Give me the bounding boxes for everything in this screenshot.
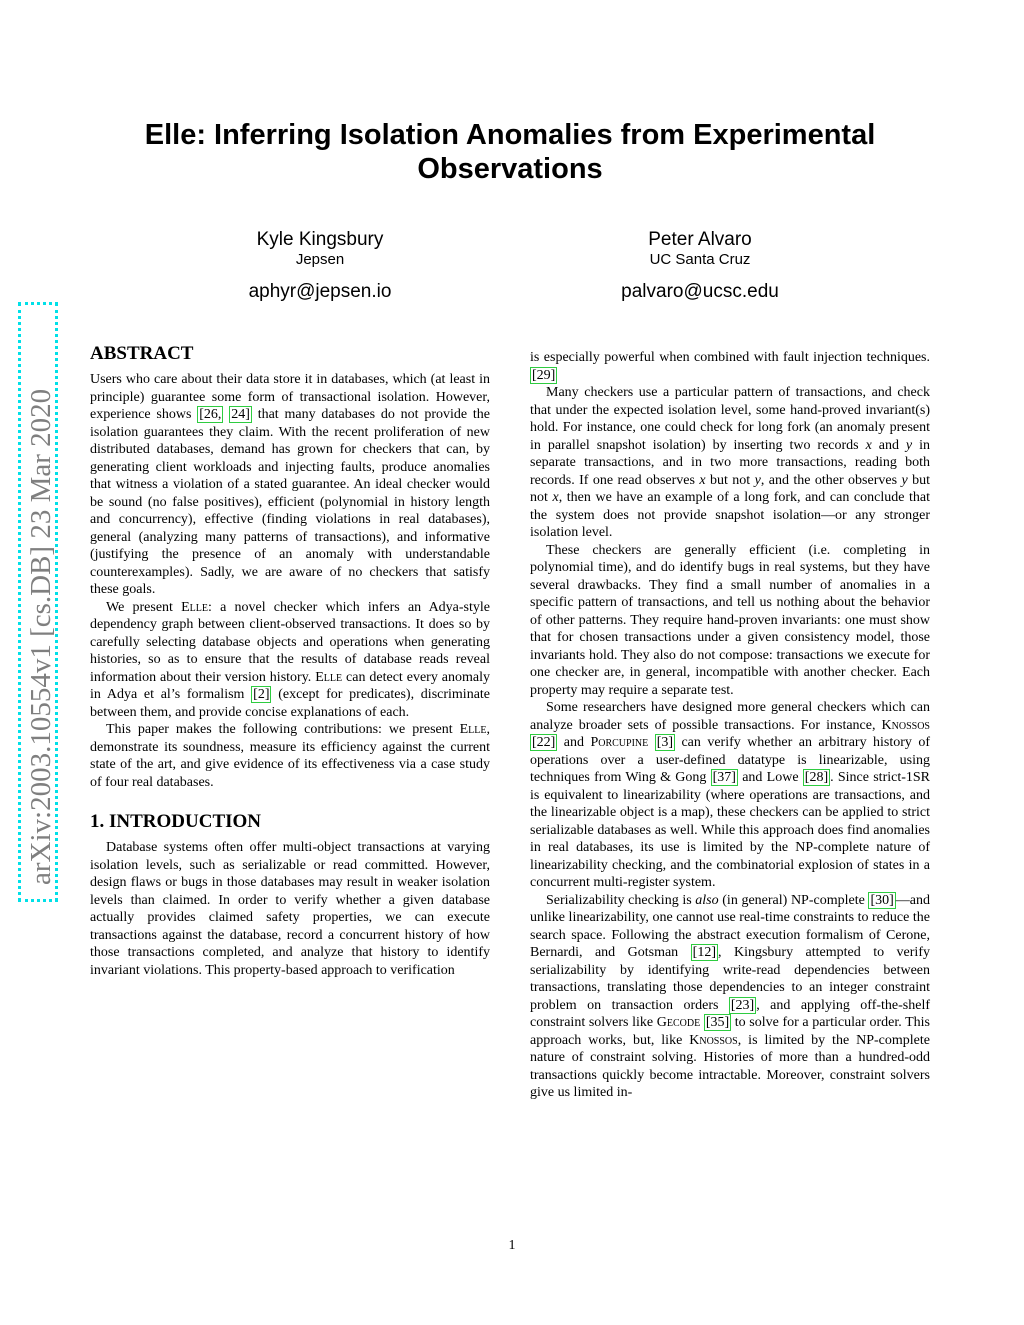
body-paragraph: Some researchers have designed more general checkers which can analyze broader sets of possible transactions. For instance, Knossos [22] and Porcupine [3] can verify whether an arbitrary history of operations over a user-defined datatype is linearizable, using techniques from Wing & Gong [37] and Lowe [28] . Since strict-1SR is equivalent to linearizability (where operations are transactions, and the linearizable object is a map), these checkers can be applied to strict serializable databases as well. While this approach does find anomalies in real databases, its use is limited by the NP-complete nature of linearizability checking, and the combinatorial explosion of states in a concurrent multi-register system. [530,700,931,890]
citation-link[interactable]: [22] [532,735,556,750]
author-block [580,229,820,303]
left-column [90,343,490,979]
citation-link[interactable]: 24] [231,407,250,422]
body-paragraph: Many checkers use a particular pattern of transactions, and check that under the expected isolation level, some hand-proved invariant(s) hold. For instance, one could check for long fork (an anomaly present in parallel snapshot isolation) by inserting two records x and y in separate transactions, and in two more transactions, reading both records. If one read observes x but not y, and the other observes y but not x, then we have an example of a long fork, and can conclude that the system does not provide snapshot isolation—or any stronger isolation level. [530,385,931,540]
introduction-paragraph: Database systems often offer multi-object transactions at varying isolation levels, such as serializable or read committed. However, design flaws or bugs in those databases may result in weaker isolation levels than claimed. In order to verify whether a given database actually provides claimed safety properties, we can execute transactions against the database, record a concurrent history of how those transactions completed, and analyze that history to identify invariant violations. This property-based approach to verification [90,840,490,978]
arxiv-identifier: arXiv:2003.10554v1 [cs.DB] 23 Mar 2020 [18,302,58,902]
body-paragraph: Serializability checking is also (in general) NP-complete [30] —and unlike linearizability, one cannot use real-time constraints to reduce the search space. Following the abstract execution formalism of Cerone, Bernardi, and Gotsman [12] , Kingsbury attempted to verify serializability by identifying write-read dependencies between transactions, translating those dependencies to an integer constraint problem on transaction orders [23] , and applying off-the-shelf constraint solvers like Gecode [35] to solve for a particular order. This approach works, but, like Knossos, is limited by the NP-complete nature of constraint solving. Histories of more than a hundred-odd transactions quickly become intractable. Moreover, constraint solvers give us limited in- [530,892,931,1100]
citation-link[interactable]: [3] [656,735,674,750]
author-name: Kyle Kingsbury [256,229,384,250]
citation-link[interactable]: [29] [532,367,556,383]
author-block [200,229,440,303]
citation-link[interactable]: [12] [692,945,716,960]
body-paragraph: is especially powerful when combined with fault injection techniques. [29] [530,350,930,383]
abstract-heading: ABSTRACT [90,343,194,364]
body-paragraph: These checkers are generally efficient (i.e. completing in polynomial time), and do identify bugs in real systems, but they have several drawbacks. They find a small number of anomalies in a specific pattern of transactions, and tell us nothing about the behavior of other patterns. They require hand-proven invariants: one must show that for chosen transactions under a given consistency model, those invariants hold. They also do not compose: transactions we execute for one checker are, in general, incompatible with another checker. Each property may require a separate test. [530,542,930,698]
citation-link[interactable]: [28] [804,770,829,785]
paper-title: Elle: Inferring Isolation Anomalies from Experimental Observations [144,119,876,185]
abstract-paragraph: This paper makes the following contributions: we present Elle, demonstrate its soundness, measure its efficiency against the current state of the art, and give evidence of its effectiveness via a case study of four real databases. [90,722,490,790]
citation-link[interactable]: [37] [712,770,736,785]
author-affiliation: UC Santa Cruz [649,251,751,268]
citation-link[interactable]: [35] [705,1015,730,1030]
abstract-paragraph: We present Elle: a novel checker which infers an Adya-style dependency graph between client-observed transactions. It does so by carefully selecting database objects and operations when generating histories, so as to ensure that the results of database reads reveal information about their version history. Elle can detect every anomaly in Adya et al’s formalism [2] (except for predicates), discriminate between them, and provide concise explanations of each. [90,599,491,720]
introduction-heading: 1. INTRODUCTION [90,811,262,832]
citation-link[interactable]: [2] [253,687,270,702]
author-affiliation: Jepsen [295,251,345,268]
author-name: Peter Alvaro [648,229,752,250]
citation-link[interactable]: [23] [730,997,755,1013]
abstract-paragraph: Users who care about their data store it in databases, which (at least in principle) guarantee some form of transactional isolation. However, experience shows [26, 24] that many databases do not provide the isolation guarantees they claim. With the recent proliferation of new distributed databases, demand has grown for checkers that can, by generating client workloads and injecting faults, produce anomalies that witness a violation of a stated guarantee. An ideal checker would be sound (no false positives), efficient (polynomial in history length and concurrency), effective (finding violations in real databases), general (analyzing many patterns of transactions), and informative (justifying the presence of an anomaly with understandable counterexamples). Sadly, we are aware of no checkers that satisfy these goals. [90,372,490,597]
citation-link[interactable]: [26, [199,407,222,422]
author-email: aphyr@jepsen.io [248,281,392,302]
author-email: palvaro@ucsc.edu [621,281,779,302]
page-number: 1 [508,1238,516,1253]
right-column [530,349,930,1102]
citation-link[interactable]: [30] [870,892,894,908]
